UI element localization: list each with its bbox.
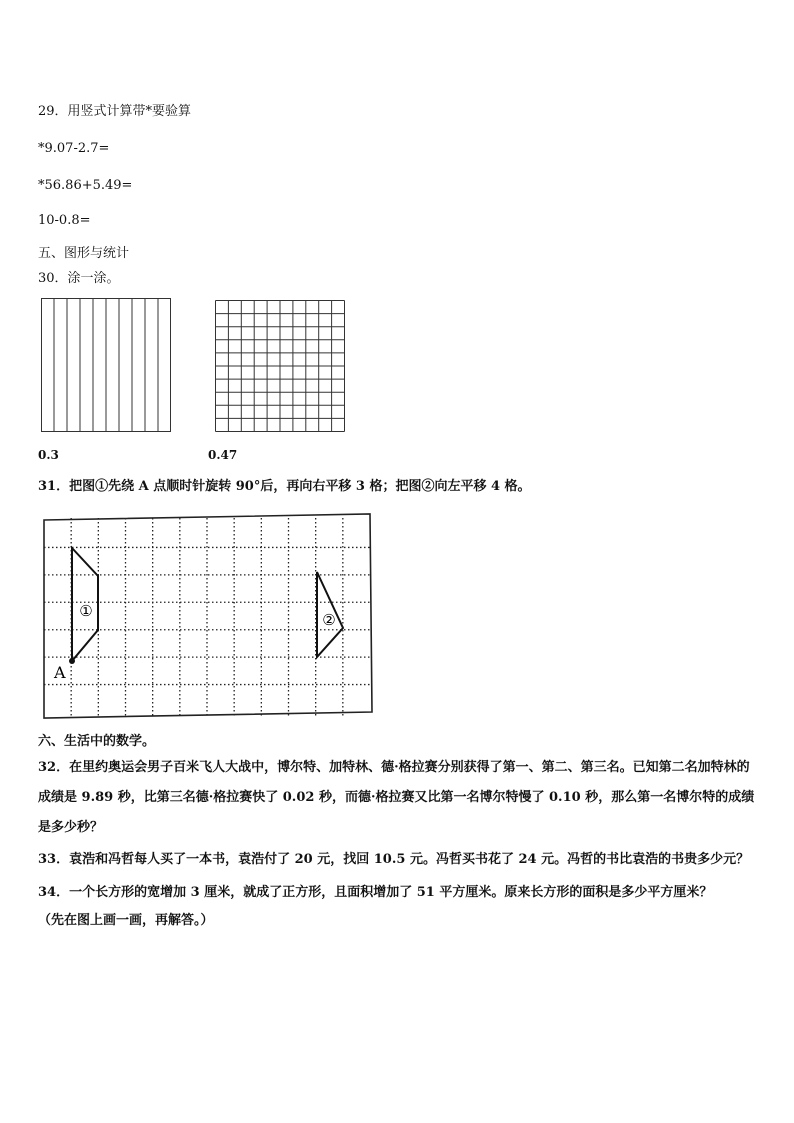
- section-5-heading: 五、图形与统计: [38, 246, 130, 261]
- shape-1-label: ①: [79, 602, 93, 620]
- q32-text: 32．在里约奥运会男子百米飞人大战中，博尔特、加特林、德·格拉赛分别获得了第一、第二、第三名。已知第二名加特林的成绩是 9.89 秒，比第三名德·格拉赛快了 0.02 秒，而德·格拉赛又比第一名博尔特慢了 0.10 秒，那么第一名博尔特的成绩是多少秒？: [38, 760, 755, 835]
- shape-2-label: ②: [322, 611, 336, 629]
- q31-title: 31．把图①先绕 A 点顺时针旋转 90°后，再向右平移 3 格；把图②向左平移 4 格。: [38, 479, 531, 494]
- label-0.3: 0.3: [38, 448, 59, 462]
- q34-text: 34．一个长方形的宽增加 3 厘米，就成了正方形，且面积增加了 51 平方厘米。原来长方形的面积是多少平方厘米？: [38, 885, 713, 900]
- q34-note: （先在图上画一画，再解答。）: [38, 913, 214, 928]
- q33-text: 33．袁浩和冯哲每人买了一本书，袁浩付了 20 元，找回 10.5 元。冯哲买书花了 24 元。冯哲的书比袁浩的书贵多少元？: [38, 852, 750, 867]
- q29-item-2: *56.86+5.49=: [38, 178, 133, 193]
- hundred-grid[interactable]: [215, 300, 345, 432]
- point-a-dot: [69, 658, 75, 664]
- transform-grid: [40, 510, 380, 722]
- q29-item-3: 10-0.8=: [38, 213, 91, 228]
- section-6-heading: 六、生活中的数学。: [38, 734, 156, 749]
- q30-title: 30．涂一涂。: [38, 271, 120, 286]
- label-0.47: 0.47: [208, 448, 238, 462]
- point-a-label: A: [54, 663, 66, 682]
- q29-item-1: *9.07-2.7=: [38, 141, 110, 156]
- strip-grid[interactable]: [41, 298, 171, 432]
- q29-title: 29．用竖式计算带*要验算: [38, 104, 192, 119]
